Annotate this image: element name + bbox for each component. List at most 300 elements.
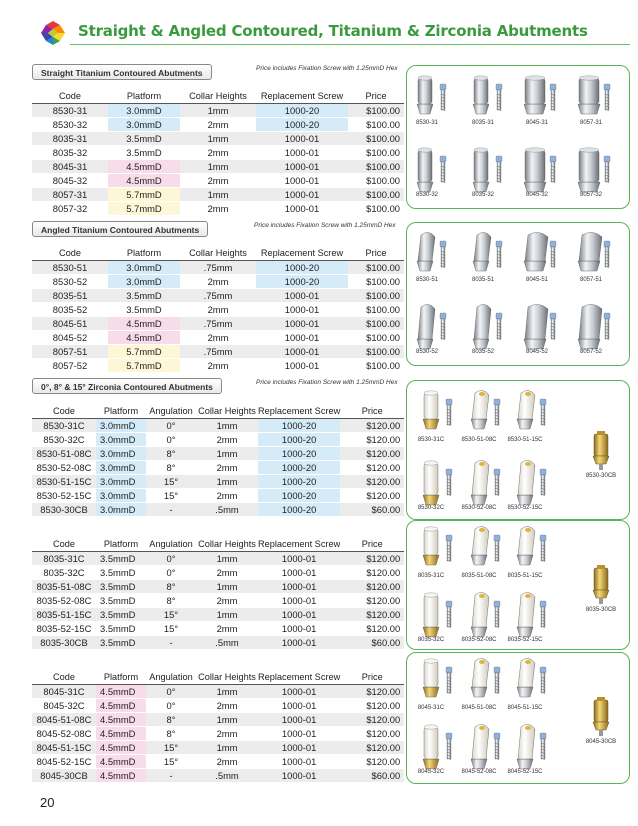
product-code-label: 8530-31 xyxy=(415,120,439,126)
titanium-abutment-image xyxy=(465,70,509,122)
table-row xyxy=(32,698,404,712)
titanium-abutment-image xyxy=(509,653,553,705)
table-cell: $100.00 xyxy=(348,288,404,302)
hexagon-logo-icon xyxy=(40,20,66,46)
table-cell: 2mm xyxy=(180,302,256,316)
product-code-label: 8045-31 xyxy=(525,120,549,126)
table-cell: 1000-20 xyxy=(258,488,340,502)
product-code-label: 8035-52-08C xyxy=(461,637,497,643)
table-cell: 1000-20 xyxy=(258,418,340,432)
column-header: Code xyxy=(32,246,108,260)
table-cell: 1000-20 xyxy=(256,274,348,288)
titanium-abutment-image xyxy=(509,719,553,771)
castable-base-image xyxy=(589,431,613,471)
titanium-abutment-image xyxy=(463,653,507,705)
table-cell: 1000-20 xyxy=(258,502,340,516)
table-cell: $100.00 xyxy=(348,173,404,187)
table-cell: 1000-20 xyxy=(258,460,340,474)
titanium-abutment-image xyxy=(509,587,553,639)
table-cell: .5mm xyxy=(196,635,258,649)
straight-abutment-image-panel xyxy=(406,65,630,209)
table-cell: $120.00 xyxy=(340,460,404,474)
table-cell: 1000-01 xyxy=(256,173,348,187)
product-code-label: 8045-52 xyxy=(525,349,549,355)
table-cell: 4.5mmD xyxy=(108,316,180,330)
column-header: Replacement Screw xyxy=(258,537,340,551)
column-header: Code xyxy=(32,537,96,551)
table-row xyxy=(32,302,404,316)
table-cell: 1000-01 xyxy=(258,740,340,754)
product-code-label: 8035-51 xyxy=(471,277,495,283)
column-header: Platform xyxy=(96,404,146,418)
titanium-abutment-image xyxy=(519,227,563,279)
table-cell: $100.00 xyxy=(348,274,404,288)
table-cell: 3.5mmD xyxy=(96,621,146,635)
table-cell: 1000-01 xyxy=(258,726,340,740)
table-cell: 3.0mmD xyxy=(96,460,146,474)
table-row xyxy=(32,432,404,446)
angled-section-title: Angled Titanium Contoured Abutments xyxy=(32,221,208,237)
table-row xyxy=(32,201,404,215)
table-cell: $120.00 xyxy=(340,488,404,502)
table-cell: 8045-52-15C xyxy=(32,754,96,768)
castable-base-image xyxy=(589,697,613,737)
product-code-label: 8057-31 xyxy=(579,120,603,126)
table-cell: 1000-01 xyxy=(256,145,348,159)
table-cell: 1mm xyxy=(196,551,258,565)
table-cell: 4.5mmD xyxy=(108,173,180,187)
column-header: Replacement Screw xyxy=(256,89,348,103)
table-row xyxy=(32,330,404,344)
table-cell: 8° xyxy=(146,712,196,726)
table-row xyxy=(32,460,404,474)
product-code-label: 8035-32C xyxy=(417,637,445,643)
table-cell: $120.00 xyxy=(340,621,404,635)
table-cell: 1000-01 xyxy=(258,698,340,712)
table-cell: 8045-52-08C xyxy=(32,726,96,740)
table-row xyxy=(32,316,404,330)
zirconia-abutment-image xyxy=(415,455,459,507)
table-cell: 2mm xyxy=(180,201,256,215)
page-title: Straight & Angled Contoured, Titanium & Zirconia Abutments xyxy=(78,22,588,40)
table-cell: 3.5mmD xyxy=(108,145,180,159)
product-code-label: 8530-52 xyxy=(415,349,439,355)
table-row xyxy=(32,712,404,726)
table-cell: 5.7mmD xyxy=(108,201,180,215)
table-cell: $100.00 xyxy=(348,316,404,330)
table-cell: 1mm xyxy=(180,131,256,145)
table-cell: 3.5mmD xyxy=(96,607,146,621)
table-cell: 2mm xyxy=(196,621,258,635)
table-cell: 3.0mmD xyxy=(96,474,146,488)
table-cell: 3.0mmD xyxy=(108,117,180,131)
table-cell: 8530-32C xyxy=(32,432,96,446)
table-cell: 1000-01 xyxy=(258,579,340,593)
table-cell: $120.00 xyxy=(340,446,404,460)
table-cell: 3.5mmD xyxy=(108,131,180,145)
table-cell: 5.7mmD xyxy=(108,358,180,372)
table-cell: 1mm xyxy=(196,579,258,593)
table-cell: 1000-01 xyxy=(258,593,340,607)
column-header: Platform xyxy=(96,537,146,551)
column-header: Replacement Screw xyxy=(258,404,340,418)
titanium-abutment-image xyxy=(509,521,553,573)
table-row xyxy=(32,260,404,274)
table-cell: $120.00 xyxy=(340,712,404,726)
column-header: Collar Heights xyxy=(196,670,258,684)
table-cell: 1000-01 xyxy=(258,621,340,635)
table-cell: 8530-51-08C xyxy=(32,446,96,460)
table-cell: 8° xyxy=(146,460,196,474)
table-cell: 8530-52 xyxy=(32,274,108,288)
titanium-abutment-image xyxy=(519,299,563,351)
titanium-abutment-image xyxy=(465,299,509,351)
table-cell: $60.00 xyxy=(340,635,404,649)
table-cell: - xyxy=(146,502,196,516)
table-cell: $120.00 xyxy=(340,418,404,432)
table-cell: 8530-51 xyxy=(32,260,108,274)
table-row xyxy=(32,551,404,565)
table-cell: $120.00 xyxy=(340,698,404,712)
table-header-row xyxy=(32,404,404,418)
table-cell: 3.0mmD xyxy=(96,488,146,502)
table-cell: 3.5mmD xyxy=(96,551,146,565)
titanium-abutment-image xyxy=(465,227,509,279)
table-cell: 1000-01 xyxy=(258,712,340,726)
table-cell: 1mm xyxy=(196,607,258,621)
table-cell: 15° xyxy=(146,488,196,502)
table-cell: 8035-30CB xyxy=(32,635,96,649)
table-cell: 3.0mmD xyxy=(108,103,180,117)
table-row xyxy=(32,145,404,159)
product-code-label: 8035-52 xyxy=(471,349,495,355)
table-cell: 1mm xyxy=(196,418,258,432)
table-cell: 8530-32 xyxy=(32,117,108,131)
table-cell: - xyxy=(146,768,196,782)
table-cell: $100.00 xyxy=(348,344,404,358)
straight-price-table xyxy=(32,89,404,216)
table-cell: $100.00 xyxy=(348,145,404,159)
straight-section-note: Price includes Fixation Screw with 1.25mmD Hex xyxy=(256,65,398,72)
table-cell: 3.5mmD xyxy=(96,593,146,607)
column-header: Price xyxy=(348,246,404,260)
angled-abutment-image-panel xyxy=(406,222,630,366)
product-code-label: 8530-52-08C xyxy=(461,505,497,511)
titanium-abutment-image xyxy=(409,70,453,122)
table-cell: 8045-30CB xyxy=(32,768,96,782)
table-cell: 1mm xyxy=(180,103,256,117)
table-cell: 4.5mmD xyxy=(96,712,146,726)
product-code-label: 8045-32C xyxy=(417,769,445,775)
zirconia-3-5-price-table xyxy=(32,537,404,650)
table-cell: 2mm xyxy=(196,460,258,474)
table-cell: 2mm xyxy=(196,432,258,446)
zirconia-4-5-image-panel xyxy=(406,652,630,784)
column-header: Code xyxy=(32,670,96,684)
table-cell: 1000-01 xyxy=(256,159,348,173)
table-cell: 0° xyxy=(146,551,196,565)
table-cell: 1mm xyxy=(196,740,258,754)
table-cell: 8045-32C xyxy=(32,698,96,712)
product-code-label: 8530-32C xyxy=(417,505,445,511)
table-row xyxy=(32,684,404,698)
page-number: 20 xyxy=(40,795,55,810)
table-cell: 2mm xyxy=(196,754,258,768)
table-cell: 8530-52-08C xyxy=(32,460,96,474)
table-row xyxy=(32,607,404,621)
table-cell: 4.5mmD xyxy=(108,159,180,173)
table-cell: 0° xyxy=(146,432,196,446)
angled-section-note: Price includes Fixation Screw with 1.25mmD Hex xyxy=(254,222,396,229)
titanium-abutment-image xyxy=(519,142,563,194)
table-row xyxy=(32,288,404,302)
column-header: Price xyxy=(340,537,404,551)
product-code-label: 8045-51-08C xyxy=(461,705,497,711)
titanium-abutment-image xyxy=(573,299,617,351)
table-cell: 1mm xyxy=(196,446,258,460)
table-cell: 2mm xyxy=(180,145,256,159)
table-row xyxy=(32,621,404,635)
table-cell: 8035-52-08C xyxy=(32,593,96,607)
table-cell: $100.00 xyxy=(348,302,404,316)
table-cell: 0° xyxy=(146,684,196,698)
table-cell: 1000-01 xyxy=(256,302,348,316)
table-cell: 1000-01 xyxy=(256,187,348,201)
zirconia-abutment-image xyxy=(415,587,459,639)
zirconia-3-0-image-panel xyxy=(406,380,630,520)
table-cell: 3.0mmD xyxy=(108,274,180,288)
product-code-label: 8045-51-15C xyxy=(507,705,543,711)
table-cell: 3.0mmD xyxy=(96,446,146,460)
table-cell: $100.00 xyxy=(348,103,404,117)
product-code-label: 8530-32 xyxy=(415,192,439,198)
castable-base-image xyxy=(589,565,613,605)
table-cell: 8045-52 xyxy=(32,330,108,344)
table-cell: 1000-01 xyxy=(256,330,348,344)
table-cell: $60.00 xyxy=(340,768,404,782)
table-cell: 1mm xyxy=(196,474,258,488)
titanium-abutment-image xyxy=(463,455,507,507)
table-header-row xyxy=(32,670,404,684)
titanium-abutment-image xyxy=(573,142,617,194)
table-row xyxy=(32,187,404,201)
titanium-abutment-image xyxy=(463,719,507,771)
table-cell: 1mm xyxy=(180,159,256,173)
table-cell: $120.00 xyxy=(340,607,404,621)
table-row xyxy=(32,117,404,131)
zirconia-section-note: Price includes Fixation Screw with 1.25mmD Hex xyxy=(256,379,398,386)
table-cell: 5.7mmD xyxy=(108,344,180,358)
table-cell: $120.00 xyxy=(340,740,404,754)
table-cell: 3.0mmD xyxy=(96,418,146,432)
table-cell: 8530-51-15C xyxy=(32,474,96,488)
table-cell: $120.00 xyxy=(340,432,404,446)
table-cell: $100.00 xyxy=(348,201,404,215)
table-cell: 2mm xyxy=(196,593,258,607)
table-cell: $120.00 xyxy=(340,684,404,698)
table-cell: 1000-20 xyxy=(256,117,348,131)
product-code-label: 8035-30CB xyxy=(585,607,617,613)
table-row xyxy=(32,593,404,607)
table-cell: 1000-01 xyxy=(258,768,340,782)
table-row xyxy=(32,768,404,782)
table-cell: 3.0mmD xyxy=(96,502,146,516)
titanium-abutment-image xyxy=(519,70,563,122)
product-code-label: 8057-32 xyxy=(579,192,603,198)
product-code-label: 8045-32 xyxy=(525,192,549,198)
table-cell: 1000-01 xyxy=(258,635,340,649)
table-cell: 2mm xyxy=(180,117,256,131)
table-cell: 15° xyxy=(146,740,196,754)
table-cell: $120.00 xyxy=(340,565,404,579)
table-cell: 8035-52-15C xyxy=(32,621,96,635)
product-code-label: 8057-51 xyxy=(579,277,603,283)
table-cell: 8035-31C xyxy=(32,551,96,565)
table-cell: 1000-20 xyxy=(256,260,348,274)
table-row xyxy=(32,173,404,187)
table-row xyxy=(32,579,404,593)
product-code-label: 8045-31C xyxy=(417,705,445,711)
table-cell: 8045-51-15C xyxy=(32,740,96,754)
table-cell: 8057-31 xyxy=(32,187,108,201)
table-cell: 2mm xyxy=(180,173,256,187)
table-cell: 8057-51 xyxy=(32,344,108,358)
table-row xyxy=(32,754,404,768)
zirconia-abutment-image xyxy=(415,521,459,573)
table-row xyxy=(32,488,404,502)
column-header: Collar Heights xyxy=(180,89,256,103)
product-code-label: 8045-52-15C xyxy=(507,769,543,775)
titanium-abutment-image xyxy=(409,299,453,351)
table-cell: $120.00 xyxy=(340,593,404,607)
titanium-abutment-image xyxy=(409,227,453,279)
column-header: Price xyxy=(348,89,404,103)
table-cell: $120.00 xyxy=(340,726,404,740)
table-cell: $100.00 xyxy=(348,187,404,201)
product-code-label: 8530-51 xyxy=(415,277,439,283)
table-cell: 8035-51-15C xyxy=(32,607,96,621)
table-cell: 1000-01 xyxy=(258,551,340,565)
table-cell: $120.00 xyxy=(340,754,404,768)
table-cell: 1mm xyxy=(196,684,258,698)
product-code-label: 8035-32 xyxy=(471,192,495,198)
table-cell: 4.5mmD xyxy=(96,768,146,782)
table-cell: 8035-51-08C xyxy=(32,579,96,593)
table-cell: .75mm xyxy=(180,316,256,330)
titanium-abutment-image xyxy=(509,455,553,507)
table-cell: 3.5mmD xyxy=(108,288,180,302)
product-code-label: 8530-51-15C xyxy=(507,437,543,443)
table-header-row xyxy=(32,89,404,103)
table-cell: 3.5mmD xyxy=(96,579,146,593)
table-row xyxy=(32,358,404,372)
table-cell: 8035-52 xyxy=(32,302,108,316)
zirconia-3-0-price-table xyxy=(32,404,404,517)
table-cell: 15° xyxy=(146,621,196,635)
table-row xyxy=(32,635,404,649)
table-cell: 8530-31 xyxy=(32,103,108,117)
titanium-abutment-image xyxy=(409,142,453,194)
title-divider xyxy=(70,44,630,45)
table-cell: 3.5mmD xyxy=(96,635,146,649)
product-code-label: 8035-31C xyxy=(417,573,445,579)
table-cell: - xyxy=(146,635,196,649)
table-cell: 3.5mmD xyxy=(108,302,180,316)
table-row xyxy=(32,565,404,579)
table-cell: 0° xyxy=(146,565,196,579)
product-code-label: 8035-51-08C xyxy=(461,573,497,579)
table-cell: 15° xyxy=(146,607,196,621)
table-cell: 0° xyxy=(146,418,196,432)
table-cell: 1000-01 xyxy=(256,131,348,145)
table-row xyxy=(32,103,404,117)
table-cell: 3.0mmD xyxy=(108,260,180,274)
table-row xyxy=(32,726,404,740)
table-row xyxy=(32,418,404,432)
table-cell: $120.00 xyxy=(340,579,404,593)
table-cell: 8045-31C xyxy=(32,684,96,698)
column-header: Collar Heights xyxy=(196,404,258,418)
table-row xyxy=(32,274,404,288)
table-cell: 1000-20 xyxy=(258,432,340,446)
titanium-abutment-image xyxy=(573,70,617,122)
table-row xyxy=(32,740,404,754)
column-header: Platform xyxy=(108,246,180,260)
column-header: Collar Heights xyxy=(180,246,256,260)
table-cell: 8035-51 xyxy=(32,288,108,302)
table-cell: 8045-51-08C xyxy=(32,712,96,726)
column-header: Code xyxy=(32,404,96,418)
table-cell: $100.00 xyxy=(348,260,404,274)
table-cell: $120.00 xyxy=(340,551,404,565)
column-header: Angulation xyxy=(146,537,196,551)
table-cell: 8° xyxy=(146,446,196,460)
table-cell: 8057-52 xyxy=(32,358,108,372)
table-row xyxy=(32,474,404,488)
table-cell: 8057-32 xyxy=(32,201,108,215)
table-cell: 4.5mmD xyxy=(108,330,180,344)
table-row xyxy=(32,502,404,516)
table-cell: 1000-01 xyxy=(258,607,340,621)
table-cell: 1000-01 xyxy=(256,288,348,302)
product-code-label: 8530-31C xyxy=(417,437,445,443)
titanium-abutment-image xyxy=(463,587,507,639)
titanium-abutment-image xyxy=(573,227,617,279)
table-cell: 1000-20 xyxy=(258,446,340,460)
column-header: Price xyxy=(340,404,404,418)
zirconia-abutment-image xyxy=(415,653,459,705)
product-code-label: 8045-52-08C xyxy=(461,769,497,775)
table-cell: 8035-31 xyxy=(32,131,108,145)
table-cell: 8° xyxy=(146,726,196,740)
table-cell: 1000-01 xyxy=(258,684,340,698)
table-cell: 15° xyxy=(146,474,196,488)
table-cell: 2mm xyxy=(196,565,258,579)
table-header-row xyxy=(32,537,404,551)
table-cell: 8530-52-15C xyxy=(32,488,96,502)
product-code-label: 8530-51-08C xyxy=(461,437,497,443)
table-cell: 4.5mmD xyxy=(96,754,146,768)
product-code-label: 8035-31 xyxy=(471,120,495,126)
zirconia-section-title: 0°, 8° & 15° Zirconia Contoured Abutments xyxy=(32,378,222,394)
table-cell: 1000-01 xyxy=(258,754,340,768)
product-code-label: 8530-52-15C xyxy=(507,505,543,511)
zirconia-3-5-image-panel xyxy=(406,520,630,650)
table-cell: $100.00 xyxy=(348,117,404,131)
table-cell: 15° xyxy=(146,754,196,768)
column-header: Code xyxy=(32,89,108,103)
table-cell: 4.5mmD xyxy=(96,698,146,712)
